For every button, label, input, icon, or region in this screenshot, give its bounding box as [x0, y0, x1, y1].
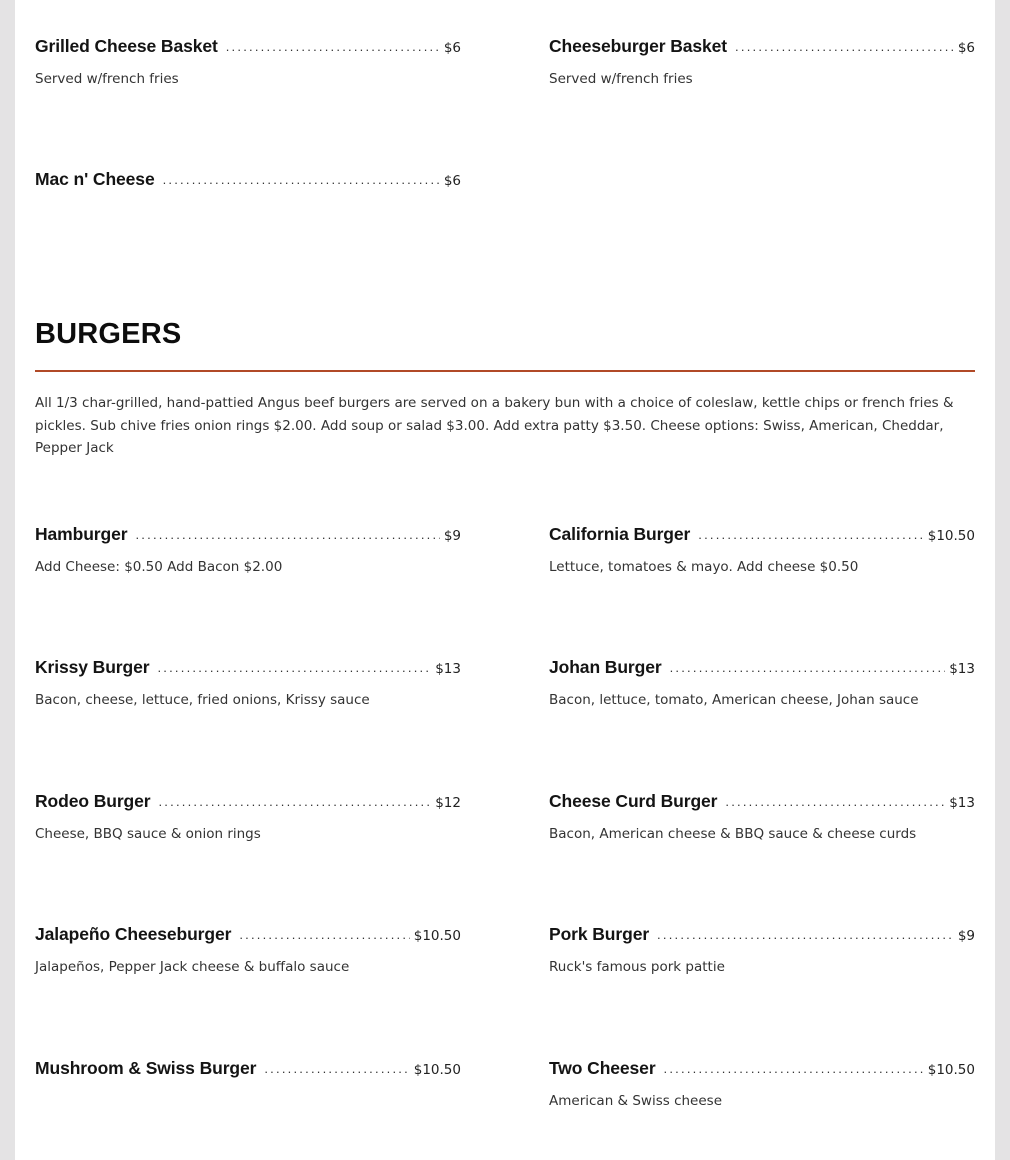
menu-item-name: Johan Burger — [549, 657, 662, 677]
dot-leader — [670, 660, 946, 675]
menu-item-description: Served w/french fries — [35, 71, 179, 87]
menu-item — [35, 1058, 461, 1080]
menu-item-price: $13 — [949, 795, 975, 811]
dot-leader — [657, 927, 954, 942]
menu-item-description: Jalapeños, Pepper Jack cheese & buffalo sauce — [35, 959, 350, 975]
dot-leader — [264, 1061, 409, 1076]
menu-item-name: Mac n' Cheese — [35, 169, 155, 189]
section-title: BURGERS — [35, 318, 182, 350]
dot-leader — [664, 1061, 924, 1076]
menu-item-header — [549, 924, 975, 946]
menu-item — [35, 791, 461, 842]
section-divider — [35, 370, 975, 372]
menu-item-description: Bacon, cheese, lettuce, fried onions, Krissy sauce — [35, 692, 370, 708]
menu-item-price: $9 — [957, 928, 975, 944]
dot-leader — [158, 794, 431, 809]
menu-item-description: American & Swiss cheese — [549, 1093, 723, 1109]
menu-item — [35, 169, 461, 191]
dot-leader — [135, 527, 439, 542]
menu-item-description: Bacon, American cheese & BBQ sauce & cheese curds — [549, 826, 917, 842]
menu-item-description: Add Cheese: $0.50 Add Bacon $2.00 — [35, 559, 283, 575]
menu-item — [35, 924, 461, 975]
dot-leader — [157, 660, 431, 675]
menu-item-name: Pork Burger — [549, 924, 650, 944]
menu-item-price: $10.50 — [927, 528, 975, 544]
dot-leader — [239, 927, 409, 942]
menu-item-header — [35, 657, 461, 679]
menu-item-name: Krissy Burger — [35, 657, 150, 677]
menu-item-name: California Burger — [549, 524, 691, 544]
menu-item-price: $12 — [435, 795, 461, 811]
menu-item-header — [35, 791, 461, 813]
menu-item-header — [35, 36, 461, 58]
menu-item-description: Ruck's famous pork pattie — [549, 959, 725, 975]
menu-item-name: Cheeseburger Basket — [549, 36, 728, 56]
dot-leader — [698, 527, 924, 542]
menu-item — [549, 36, 975, 87]
menu-item-price: $6 — [443, 40, 461, 56]
menu-item-description: Bacon, lettuce, tomato, American cheese, Johan sauce — [549, 692, 919, 708]
dot-leader — [163, 172, 440, 187]
menu-item-header — [35, 1058, 461, 1080]
menu-item-name: Mushroom & Swiss Burger — [35, 1058, 257, 1078]
menu-item — [35, 524, 461, 575]
menu-item-name: Hamburger — [35, 524, 128, 544]
menu-item-header — [35, 524, 461, 546]
menu-item-name: Two Cheeser — [549, 1058, 656, 1078]
menu-item-header — [35, 924, 461, 946]
menu-item-description: Cheese, BBQ sauce & onion rings — [35, 826, 261, 842]
menu-item-header — [549, 524, 975, 546]
menu-item-description: Lettuce, tomatoes & mayo. Add cheese $0.50 — [549, 559, 859, 575]
menu-item — [549, 791, 975, 842]
menu-item — [549, 1058, 975, 1109]
menu-item-header — [35, 169, 461, 191]
menu-item-name: Rodeo Burger — [35, 791, 151, 811]
section-intro: All 1/3 char-grilled, hand-pattied Angus beef burgers are served on a bakery bun with a choice of coleslaw, kettle chips or french fries & pickles. Sub chive fries onion rings $2.00. Add soup or salad $3.00. Add extra patty $3.50. Cheese options: Swiss, American, Cheddar, Pepper Jack — [35, 395, 954, 456]
dot-leader — [735, 39, 954, 54]
menu-item-price: $10.50 — [413, 928, 461, 944]
dot-leader — [226, 39, 440, 54]
menu-item-price: $9 — [443, 528, 461, 544]
menu-item — [549, 524, 975, 575]
menu-item-price: $13 — [435, 661, 461, 677]
menu-item-header — [549, 657, 975, 679]
menu-page — [15, 0, 995, 1160]
dot-leader — [725, 794, 945, 809]
menu-item-name: Grilled Cheese Basket — [35, 36, 218, 56]
menu-item-price: $10.50 — [413, 1062, 461, 1078]
menu-item — [549, 924, 975, 975]
menu-item-price: $6 — [443, 173, 461, 189]
menu-item-name: Cheese Curd Burger — [549, 791, 718, 811]
menu-item-name: Jalapeño Cheeseburger — [35, 924, 232, 944]
menu-item-header — [549, 791, 975, 813]
menu-item-description: Served w/french fries — [549, 71, 693, 87]
menu-item-price: $13 — [949, 661, 975, 677]
menu-item — [35, 657, 461, 708]
menu-item — [549, 657, 975, 708]
menu-item — [35, 36, 461, 87]
menu-item-price: $10.50 — [927, 1062, 975, 1078]
menu-item-header — [549, 1058, 975, 1080]
menu-item-price: $6 — [957, 40, 975, 56]
menu-item-header — [549, 36, 975, 58]
